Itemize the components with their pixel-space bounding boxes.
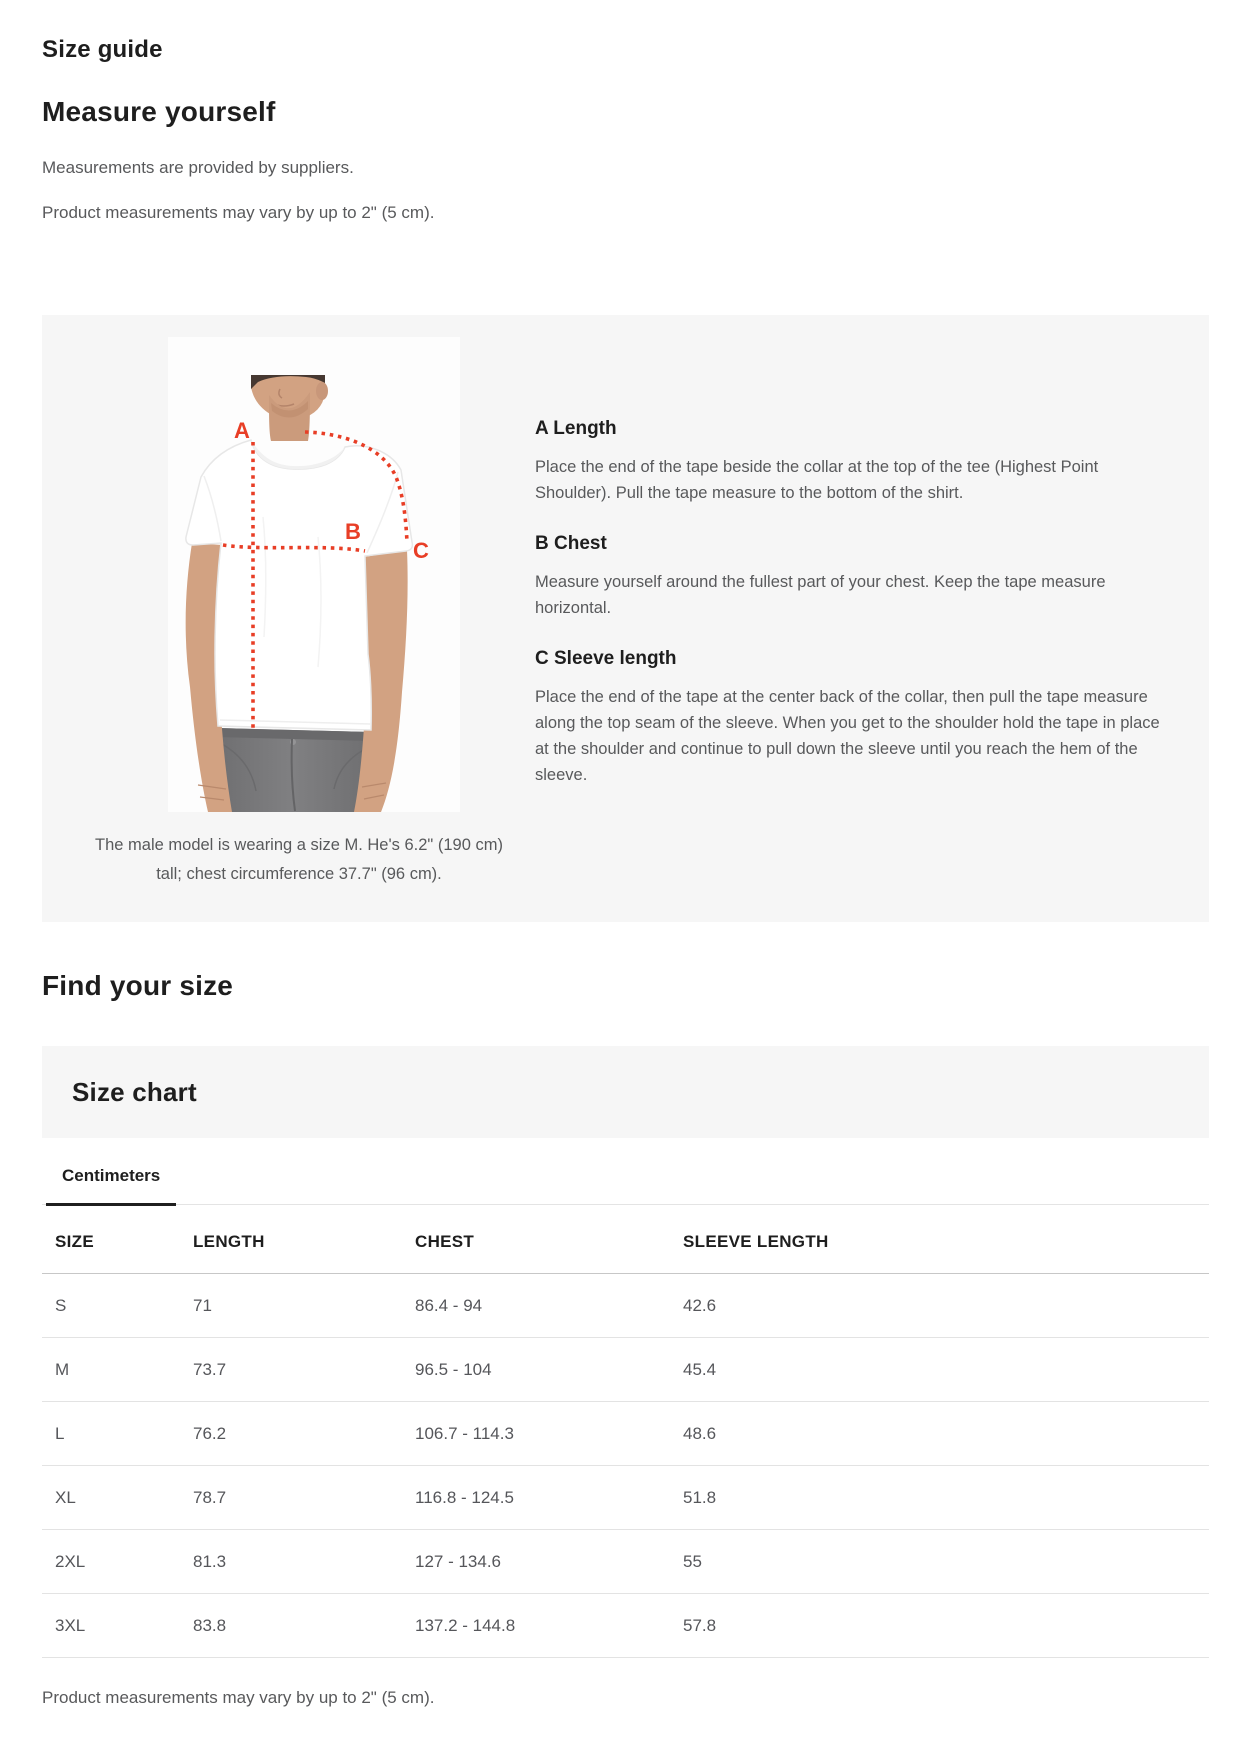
- cell-chest: 137.2 - 144.8: [402, 1594, 670, 1658]
- cell-size: XL: [42, 1466, 180, 1530]
- table-row: [42, 1466, 1209, 1530]
- find-your-size-heading: Find your size: [42, 970, 234, 1001]
- measurement-instruction: [535, 533, 1163, 621]
- instruction-text: Measure yourself around the fullest part of your chest. Keep the tape measure horizontal.: [535, 573, 1106, 617]
- page-title: Size guide: [42, 36, 163, 63]
- cell-sleeve: 42.6: [670, 1274, 1209, 1338]
- table-footnote: Product measurements may vary by up to 2" (5 cm).: [42, 1688, 435, 1707]
- cell-size: M: [42, 1338, 180, 1402]
- cell-size: S: [42, 1274, 180, 1338]
- table-row: [42, 1402, 1209, 1466]
- cell-sleeve: 51.8: [670, 1466, 1209, 1530]
- cell-size: 3XL: [42, 1594, 180, 1658]
- cell-sleeve: 57.8: [670, 1594, 1209, 1658]
- model-caption: The male model is wearing a size M. He's 6.2" (190 cm) tall; chest circumference 37.7" (96 cm).: [95, 836, 503, 883]
- cell-sleeve: 48.6: [670, 1402, 1209, 1466]
- cell-length: 76.2: [180, 1402, 402, 1466]
- cell-length: 81.3: [180, 1530, 402, 1594]
- column-header-size: SIZE: [42, 1205, 180, 1274]
- unit-tabs: [42, 1166, 1209, 1205]
- column-header-chest: CHEST: [402, 1205, 670, 1274]
- cell-length: 71: [180, 1274, 402, 1338]
- table-row: [42, 1274, 1209, 1338]
- cell-chest: 116.8 - 124.5: [402, 1466, 670, 1530]
- cell-sleeve: 45.4: [670, 1338, 1209, 1402]
- measurement-instruction: [535, 648, 1163, 788]
- cell-chest: 106.7 - 114.3: [402, 1402, 670, 1466]
- cell-length: 78.7: [180, 1466, 402, 1530]
- marker-a-label: A: [234, 418, 250, 443]
- instruction-label: C Sleeve length: [535, 648, 677, 669]
- size-chart-header: Size chart: [42, 1046, 1209, 1138]
- tab-centimeters[interactable]: Centimeters: [46, 1166, 176, 1206]
- table-row: [42, 1338, 1209, 1402]
- measurement-instruction: [535, 418, 1163, 506]
- cell-size: L: [42, 1402, 180, 1466]
- model-photo: [168, 337, 460, 812]
- cell-chest: 96.5 - 104: [402, 1338, 670, 1402]
- cell-sleeve: 55: [670, 1530, 1209, 1594]
- instruction-label: A Length: [535, 418, 617, 439]
- instruction-text: Place the end of the tape at the center back of the collar, then pull the tape measure along the top seam of the sleeve. When you get to the shoulder hold the tape in place at the shoulder and continue to pull down the sleeve until you reach the hem of the sleeve.: [535, 688, 1160, 784]
- cell-length: 73.7: [180, 1338, 402, 1402]
- cell-chest: 127 - 134.6: [402, 1530, 670, 1594]
- size-chart-table: [42, 1205, 1209, 1658]
- column-header-length: LENGTH: [180, 1205, 402, 1274]
- intro-paragraph: Measurements are provided by suppliers.: [42, 158, 354, 177]
- table-row: [42, 1530, 1209, 1594]
- model-jeans: [212, 728, 373, 812]
- measurement-instructions: [535, 391, 1163, 788]
- model-photo-illustration: [168, 337, 460, 812]
- marker-c-label: C: [413, 538, 429, 563]
- cell-length: 83.8: [180, 1594, 402, 1658]
- instruction-label: B Chest: [535, 533, 607, 554]
- cell-chest: 86.4 - 94: [402, 1274, 670, 1338]
- instruction-text: Place the end of the tape beside the collar at the top of the tee (Highest Point Shoulder). Pull the tape measure to the bottom of the shirt.: [535, 458, 1099, 502]
- marker-b-label: B: [345, 519, 361, 544]
- column-header-sleeve: SLEEVE LENGTH: [670, 1205, 1209, 1274]
- table-header-row: [42, 1205, 1209, 1274]
- table-row: [42, 1594, 1209, 1658]
- measurement-figure-box: [42, 315, 1209, 922]
- intro-paragraph: Product measurements may vary by up to 2" (5 cm).: [42, 203, 435, 222]
- measure-yourself-heading: Measure yourself: [42, 96, 276, 127]
- cell-size: 2XL: [42, 1530, 180, 1594]
